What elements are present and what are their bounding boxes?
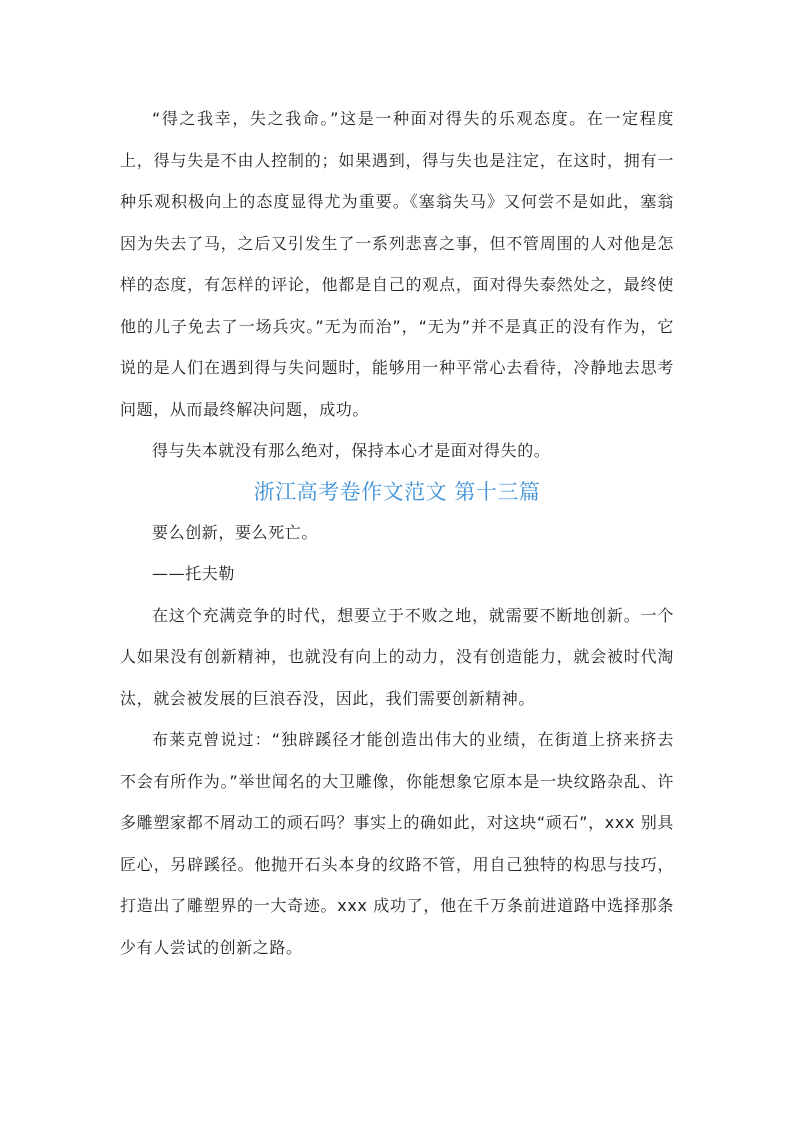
paragraph-conclusion: 得与失本就没有那么绝对，保持本心才是面对得失的。: [152, 441, 551, 460]
paragraph-gain-loss: “得之我幸，失之我命。”这是一种面对得失的乐观态度。在一定程度上，得与失是不由人控制的；如果遇到，得与失也是注定，在这时，拥有一种乐观积极向上的态度显得尤为重要。《塞翁失马》又何尝不是如此，塞翁因为失去了马，之后又引发生了一系列悲喜之事，但不管周围的人对他是怎样的态度，有怎样的评论，他都是自己的观点，面对得失泰然处之，最终使他的儿子免去了一场兵灾。”无为而治”，“无为”并不是真正的没有作为，它说的是人们在遇到得与失问题时，能够用一种平常心去看待，冷静地去思考问题，从而最终解决问题，成功。: [120, 109, 674, 419]
paragraph-blake: 布莱克曾说过：“独辟蹊径才能创造出伟大的业绩，在街道上挤来挤去不会有所作为。”举世闻名的大卫雕像，你能想象它原本是一块纹路杂乱、许多雕塑家都不屑动工的顽石吗？事实上的确如此，对这块“顽石”，xxx 别具匠心，另辟蹊径。他抛开石头本身的纹路不管，用自己独特的构思与技巧，打造出了雕塑界的一大奇迹。xxx 成功了，他在千万条前进道路中选择那条少有人尝试的创新之路。: [120, 730, 674, 957]
paragraph-attribution: ——托夫勒: [152, 564, 236, 583]
paragraph-innovation: 在这个充满竞争的时代，想要立于不败之地，就需要不断地创新。一个人如果没有创新精神，也就没有向上的动力，没有创造能力，就会被时代淘汰，就会被发展的巨浪吞没，因此，我们需要创新精神。: [120, 605, 674, 708]
section-title: 浙江高考卷作文范文 第十三篇: [253, 479, 541, 504]
document-body: [120, 98, 674, 968]
paragraph-quote: 要么创新，要么死亡。: [152, 522, 319, 542]
